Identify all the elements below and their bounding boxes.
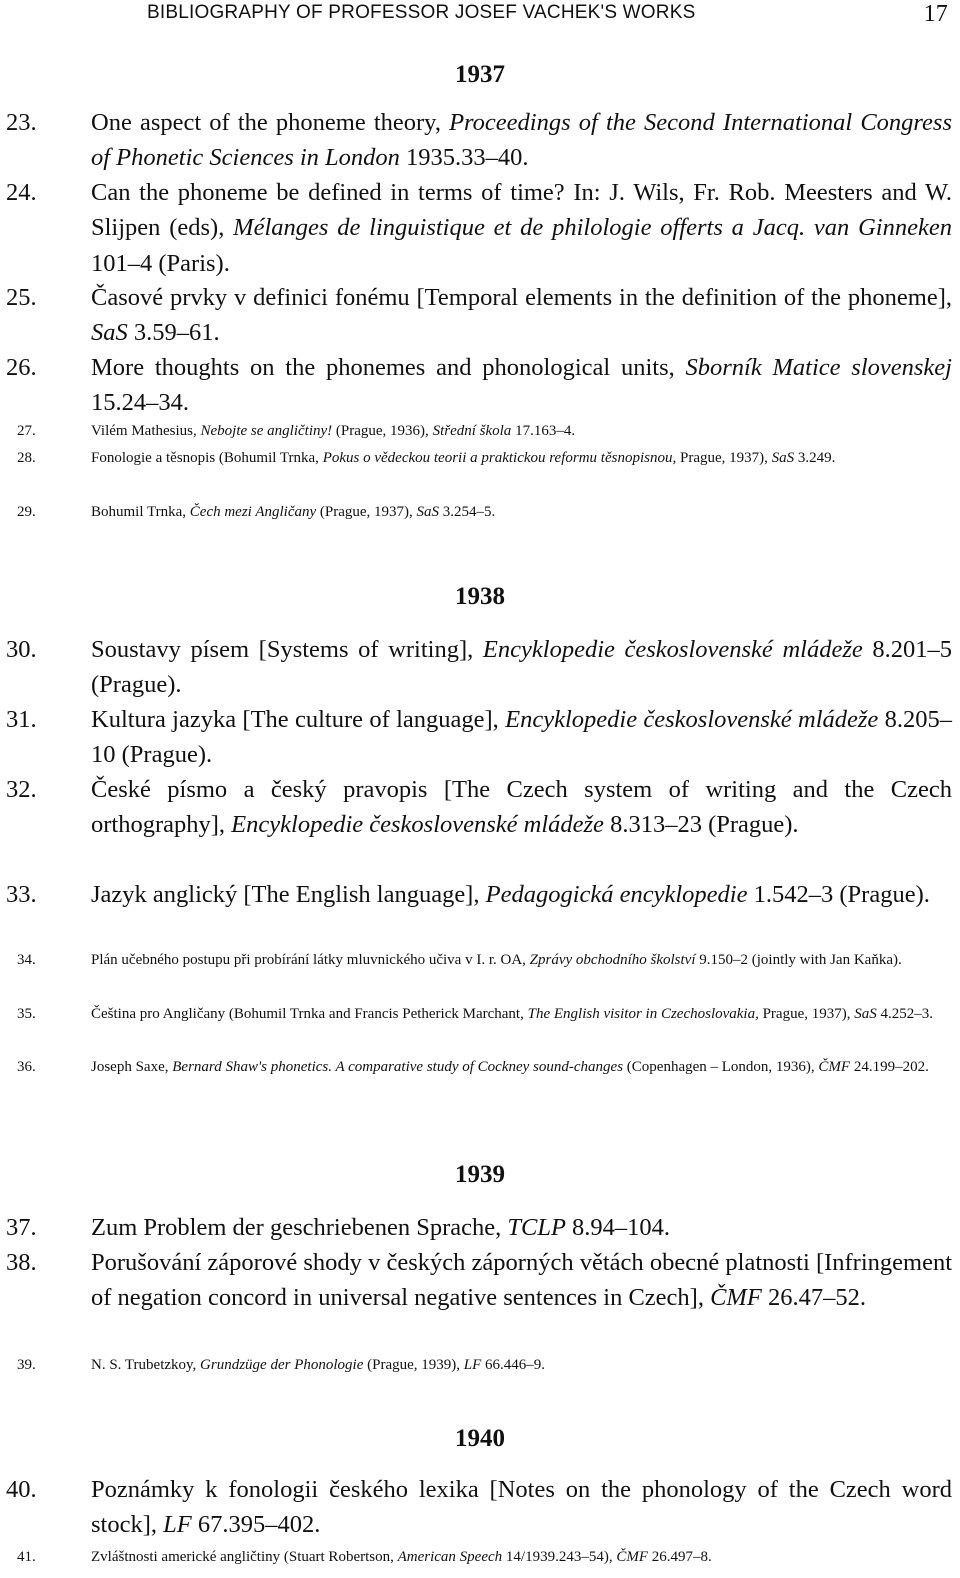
entry-text: Vilém Mathesius, Nebojte se angličtiny! (Prague, 1936), Střední škola 17.163–4. <box>91 423 576 439</box>
entry-text: Kultura jazyka [The culture of language], Encyklopedie československé mládeže 8.205–10 (Prague). <box>91 706 952 769</box>
entry-number: 33. <box>6 881 37 908</box>
entry-number: 40. <box>6 1476 37 1503</box>
entry-text: Jazyk anglický [The English language], Pedagogická encyklopedie 1.542–3 (Prague). <box>91 881 930 908</box>
entry-text: Plán učebného postupu při probírání látky mluvnického učiva v I. r. OA, Zprávy obchodního školství 9.150–2 (jointly with Jan Kaňka). <box>91 952 902 968</box>
entry-text: More thoughts on the phonemes and phonological units, Sborník Matice slovenskej 15.24–34. <box>91 354 952 417</box>
entry-text: Joseph Saxe, Bernard Shaw's phonetics. A comparative study of Cockney sound-changes (Copenhagen – London, 1936), ČMF 24.199–202. <box>91 1059 929 1075</box>
year-heading: 1938 <box>455 583 505 610</box>
running-header <box>147 2 948 26</box>
entry-number: 25. <box>6 284 37 311</box>
entry-text: Časové prvky v definici fonému [Temporal elements in the definition of the phoneme], SaS 3.59–61. <box>91 284 952 347</box>
entry-number: 34. <box>17 952 36 968</box>
entry-number: 23. <box>6 109 37 136</box>
year-heading: 1940 <box>455 1425 505 1452</box>
entry-text: Fonologie a těsnopis (Bohumil Trnka, Pokus o vědeckou teorii a praktickou reformu těsnopisnou, Prague, 1937), SaS 3.249. <box>91 450 836 466</box>
entry-number: 29. <box>17 504 36 520</box>
entry-text: Čeština pro Angličany (Bohumil Trnka and Francis Petherick Marchant, The English visitor in Czechoslovakia, Prague, 1937), SaS 4.252–3. <box>91 1006 933 1022</box>
entry-text: Poznámky k fonologii českého lexika [Notes on the phonology of the Czech word stock], LF 67.395–402. <box>91 1476 952 1539</box>
entry-number: 24. <box>6 179 37 206</box>
entry-number: 27. <box>17 423 36 439</box>
entry-text: Can the phoneme be defined in terms of time? In: J. Wils, Fr. Rob. Meesters and W. Slijpen (eds), Mélanges de linguistique et de philologie offerts a Jacq. van Ginneken 101–4 (Paris). <box>91 179 952 277</box>
entry-number: 31. <box>6 706 37 733</box>
entry-number: 28. <box>17 450 36 466</box>
entry-number: 38. <box>6 1249 37 1276</box>
entry-number: 30. <box>6 636 37 663</box>
entry-text: Bohumil Trnka, Čech mezi Angličany (Prague, 1937), SaS 3.254–5. <box>91 504 496 520</box>
entry-text: Porušování záporové shody v českých záporných větách obecné platnosti [Infringement of negation concord in universal negative sentences in Czech], ČMF 26.47–52. <box>91 1249 952 1312</box>
entry-text: One aspect of the phoneme theory, Proceedings of the Second International Congress of Phonetic Sciences in London 1935.33–40. <box>91 109 952 172</box>
year-heading: 1939 <box>455 1161 505 1188</box>
year-heading: 1937 <box>455 61 505 88</box>
entry-text: České písmo a český pravopis [The Czech system of writing and the Czech orthography], Encyklopedie československé mládeže 8.313–23 (Prague). <box>91 776 952 839</box>
page-number: 17 <box>923 1 948 27</box>
entry-text: Zum Problem der geschriebenen Sprache, TCLP 8.94–104. <box>91 1214 671 1241</box>
entry-number: 26. <box>6 354 37 381</box>
entry-number: 39. <box>17 1357 36 1373</box>
entry-text: N. S. Trubetzkoy, Grundzüge der Phonologie (Prague, 1939), LF 66.446–9. <box>91 1357 546 1373</box>
entry-text: Soustavy písem [Systems of writing], Encyklopedie československé mládeže 8.201–5 (Prague). <box>91 636 953 699</box>
entry-number: 37. <box>6 1214 37 1241</box>
entry-text: Zvláštnosti americké angličtiny (Stuart Robertson, American Speech 14/1939.243–54), ČMF 26.497–8. <box>91 1549 712 1565</box>
entry-number: 36. <box>17 1059 36 1075</box>
running-title: BIBLIOGRAPHY OF PROFESSOR JOSEF VACHEK'S WORKS <box>147 2 696 23</box>
entry-number: 35. <box>17 1006 36 1022</box>
entry-number: 41. <box>17 1549 36 1565</box>
entry-number: 32. <box>6 776 37 803</box>
